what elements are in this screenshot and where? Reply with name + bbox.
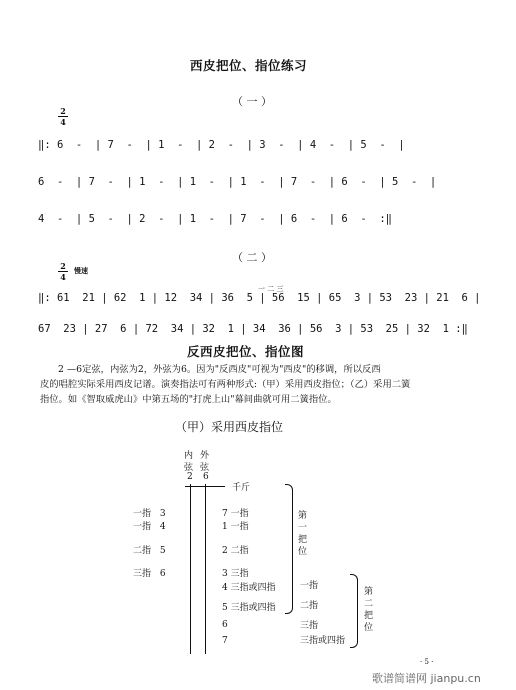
explanation-paragraph xyxy=(40,362,480,407)
tempo-marking: 慢速 xyxy=(74,266,88,275)
right-label-3 xyxy=(222,543,249,556)
left-note-4: 6 xyxy=(159,569,166,579)
left-note-3: 5 xyxy=(159,546,166,556)
left-label-4 xyxy=(133,566,166,579)
right-label-7 xyxy=(222,620,228,630)
right-note-3: 2 xyxy=(222,546,228,556)
time-signature xyxy=(58,107,68,126)
paragraph-line-1: 2 —6定弦，内弦为2，外弦为6。因为"反西皮"可视为"西皮"的移调，所以反西 xyxy=(58,364,381,375)
meter-top-2: 2 xyxy=(60,261,66,271)
left-finger-3: 二指 xyxy=(133,546,152,556)
second-position-label: 第 二 把 位 xyxy=(364,587,374,633)
right-finger-5: 三指或四指 xyxy=(230,583,276,593)
second-position-brace xyxy=(350,574,358,648)
left-label-2 xyxy=(133,519,166,532)
inner-open-note: 2 xyxy=(187,472,193,482)
first-position-label: 第 一 把 位 xyxy=(298,511,308,557)
right-note-1: 7 xyxy=(222,509,228,519)
score-row-4: ‖: 61 21 | 62 1 | 12 34 | 36 5 | 56 15 | 65 3 | 53 23 | 21 6 | xyxy=(38,292,481,304)
right-finger-6: 三指或四指 xyxy=(230,603,276,613)
fingering-marks: 一 二 三 xyxy=(258,285,284,293)
qianjin-label: 千斤 xyxy=(232,483,251,493)
section1-title: 西皮把位、指位练习 xyxy=(190,58,308,73)
pos2-label-2: 二指 xyxy=(300,601,319,611)
inner-string-line xyxy=(190,484,191,654)
score-row-5: 67 23 | 27 6 | 72 34 | 32 1 | 34 36 | 56 3 | 53 25 | 32 1 :‖ xyxy=(38,323,468,335)
meter-top: 2 xyxy=(60,106,66,116)
right-note-5: 4 xyxy=(222,583,228,593)
right-finger-1: 一指 xyxy=(230,509,249,519)
time-signature-2 xyxy=(58,262,68,281)
page-number: · 5 · xyxy=(420,658,434,666)
pos2-label-3: 三指 xyxy=(300,621,319,631)
right-label-1 xyxy=(222,506,249,519)
left-finger-2: 一指 xyxy=(133,522,152,532)
meter-bottom-2: 4 xyxy=(60,272,66,282)
outer-open-note: 6 xyxy=(203,472,209,482)
score-row-2: 6 - | 7 - | 1 - | 1 - | 1 - | 7 - | 6 - | 5 - | xyxy=(38,176,437,188)
meter-bottom: 4 xyxy=(60,117,66,127)
right-note-6: 5 xyxy=(222,603,228,613)
inner-string-label: 内 弦 xyxy=(184,451,194,473)
right-finger-3: 二指 xyxy=(230,546,249,556)
part1-label: （ 一 ） xyxy=(232,95,272,108)
nut-line xyxy=(185,486,225,487)
pos2-label-1: 一指 xyxy=(300,581,319,591)
pos2-label-4: 三指或四指 xyxy=(300,636,346,646)
left-label-1 xyxy=(133,506,166,519)
diagram-subtitle: （甲）采用西皮指位 xyxy=(175,420,284,434)
score-row-1: ‖: 6 - | 7 - | 1 - | 2 - | 3 - | 4 - | 5 - | xyxy=(38,139,405,151)
right-note-4: 3 xyxy=(222,569,228,579)
left-finger-1: 一指 xyxy=(133,509,152,519)
outer-string-label: 外 弦 xyxy=(200,451,210,473)
left-label-3 xyxy=(133,543,166,556)
right-note-7: 6 xyxy=(222,620,228,630)
right-label-4 xyxy=(222,566,249,579)
score-row-3: 4 - | 5 - | 2 - | 1 - | 7 - | 6 - | 6 - :‖ xyxy=(38,213,393,225)
right-finger-2: 一指 xyxy=(230,522,249,532)
section2-title: 反西皮把位、指位图 xyxy=(187,344,305,359)
first-position-brace xyxy=(285,484,293,614)
left-finger-4: 三指 xyxy=(133,569,152,579)
right-label-5 xyxy=(222,580,276,593)
watermark: 歌谱简谱网 jianpu.cn xyxy=(372,672,481,685)
right-note-8: 7 xyxy=(222,636,228,646)
right-label-2 xyxy=(222,519,249,532)
right-label-8 xyxy=(222,636,228,646)
left-note-2: 4 xyxy=(159,522,166,532)
left-note-1: 3 xyxy=(159,509,166,519)
right-note-2: 1 xyxy=(222,522,228,532)
right-label-6 xyxy=(222,600,276,613)
right-finger-4: 三指 xyxy=(230,569,249,579)
paragraph-line-3: 指位。如《智取威虎山》中第五场的"打虎上山"幕间曲就可用二簧指位。 xyxy=(40,394,337,405)
outer-string-line xyxy=(205,484,206,654)
part2-label: （ 二 ） xyxy=(232,251,272,264)
paragraph-line-2: 皮的唱腔实际采用西皮记谱。演奏指法可有两种形式:（甲）采用西皮指位；（乙）采用二簧 xyxy=(40,379,411,390)
